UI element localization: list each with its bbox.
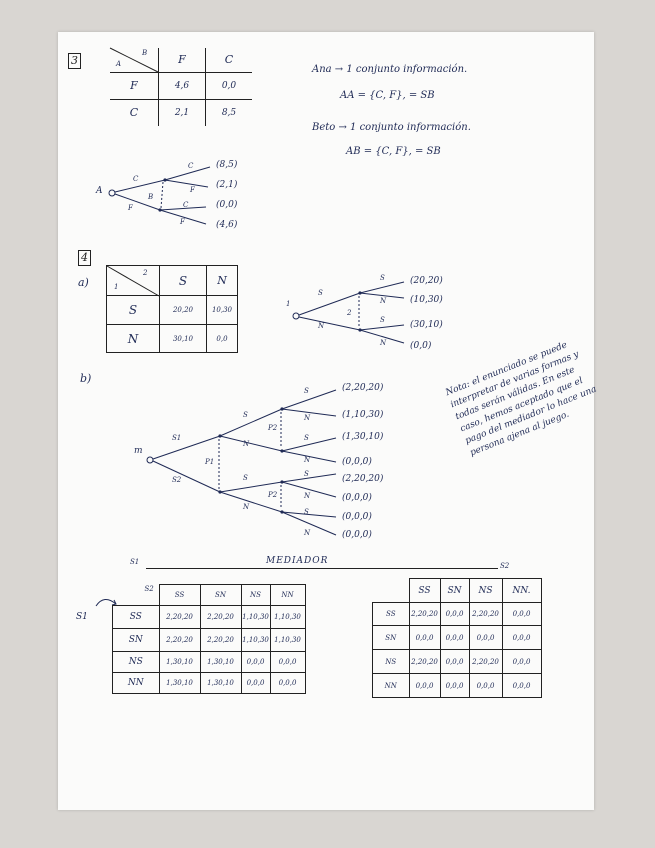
left-cell: 2,20,20 bbox=[200, 606, 241, 629]
left-corner-label: S2 bbox=[144, 584, 154, 593]
left-cell: 2,20,20 bbox=[159, 606, 200, 629]
left-cell: 1,30,10 bbox=[159, 673, 200, 694]
right-col-header: SS bbox=[409, 579, 440, 603]
p4b-branch: S bbox=[304, 387, 309, 395]
left-cell: 1,10,30 bbox=[241, 629, 270, 652]
left-row-label: SN bbox=[113, 629, 160, 652]
right-cell: 0,0,0 bbox=[440, 603, 469, 626]
right-cell: 0,0,0 bbox=[440, 650, 469, 674]
p3-branch: F bbox=[180, 218, 185, 226]
left-row-label: SS bbox=[113, 606, 160, 629]
p4a-tree-root: 1 bbox=[286, 300, 291, 308]
left-cell: 1,10,30 bbox=[270, 606, 305, 629]
right-cell: 0,0,0 bbox=[469, 674, 502, 698]
p4b-branch: N bbox=[243, 440, 250, 448]
right-row-label: SS bbox=[373, 603, 410, 626]
p4b-branch: S bbox=[304, 508, 309, 516]
right-corner bbox=[373, 579, 410, 603]
p3-col-header: F bbox=[159, 48, 206, 72]
problem-4-number: 4 bbox=[78, 250, 91, 266]
p3-cell: 8,5 bbox=[206, 99, 253, 126]
right-cell: 2,20,20 bbox=[409, 650, 440, 674]
mediator-right-label: S2 bbox=[500, 562, 510, 570]
p4a-branch: N bbox=[380, 339, 387, 347]
right-row-label: NN bbox=[373, 674, 410, 698]
right-cell: 0,0,0 bbox=[502, 626, 541, 650]
p4a-cell: 0,0 bbox=[207, 325, 238, 353]
left-col-header: SN bbox=[200, 585, 241, 606]
p4a-col-header: N bbox=[207, 266, 238, 296]
p4b-branch: N bbox=[304, 414, 311, 422]
right-cell: 2,20,20 bbox=[409, 603, 440, 626]
right-col-header: NS bbox=[469, 579, 502, 603]
p3-cell: 4,6 bbox=[159, 72, 206, 99]
p4b-branch: S bbox=[243, 474, 248, 482]
p4b-payoff: (0,0,0) bbox=[342, 457, 372, 467]
left-cell: 1,10,30 bbox=[270, 629, 305, 652]
p4a-payoff: (0,0) bbox=[410, 341, 432, 351]
left-col-header: SS bbox=[159, 585, 200, 606]
left-row-label: NN bbox=[113, 673, 160, 694]
p4b-payoff: (2,20,20) bbox=[342, 383, 384, 393]
right-cell: 2,20,20 bbox=[469, 603, 502, 626]
mediator-left-label: S1 bbox=[130, 558, 140, 566]
p4a-tree-second: 2 bbox=[347, 309, 352, 317]
p4a-branch: S bbox=[380, 316, 385, 324]
p3-payoff: (4,6) bbox=[216, 220, 238, 230]
right-cell: 0,0,0 bbox=[440, 626, 469, 650]
p3-col-header: C bbox=[206, 48, 253, 72]
p4b-branch: N bbox=[243, 503, 250, 511]
left-cell: 2,20,20 bbox=[159, 629, 200, 652]
part-a-label: a) bbox=[78, 276, 89, 289]
left-cell: 0,0,0 bbox=[241, 673, 270, 694]
right-cell: 0,0,0 bbox=[409, 626, 440, 650]
p4b-player-label: P1 bbox=[205, 458, 215, 466]
right-col-header: NN. bbox=[502, 579, 541, 603]
left-cell: 0,0,0 bbox=[270, 652, 305, 673]
p3-branch: C bbox=[188, 162, 194, 170]
part-b-label: b) bbox=[80, 372, 92, 385]
right-cell: 0,0,0 bbox=[409, 674, 440, 698]
left-cell: 0,0,0 bbox=[241, 652, 270, 673]
right-cell: 0,0,0 bbox=[502, 674, 541, 698]
p4b-branch: N bbox=[304, 529, 311, 537]
p3-row-label: F bbox=[110, 72, 159, 99]
p3-payoff: (8,5) bbox=[216, 160, 238, 170]
p4b-payoff: (0,0,0) bbox=[342, 512, 372, 522]
left-cell: 0,0,0 bbox=[270, 673, 305, 694]
p4a-payoff: (10,30) bbox=[410, 295, 443, 305]
p4a-corner-col: 2 bbox=[143, 269, 148, 277]
p4b-payoff: (1,30,10) bbox=[342, 432, 384, 442]
p4b-payoff: (2,20,20) bbox=[342, 474, 384, 484]
p4a-branch: N bbox=[380, 297, 387, 305]
p4a-col-header: S bbox=[160, 266, 207, 296]
p4b-payoff: (0,0,0) bbox=[342, 530, 372, 540]
p4a-payoff: (30,10) bbox=[410, 320, 443, 330]
p4b-branch: N bbox=[304, 456, 311, 464]
p4b-payoff: (1,10,30) bbox=[342, 410, 384, 420]
problem-3-number: 3 bbox=[68, 53, 81, 69]
s1-side-label: S1 bbox=[76, 612, 88, 622]
left-cell: 2,20,20 bbox=[200, 629, 241, 652]
p3-row-label: C bbox=[110, 99, 159, 126]
p4b-table-right bbox=[372, 578, 542, 698]
p4a-cell: 10,30 bbox=[207, 296, 238, 325]
right-cell: 2,20,20 bbox=[469, 650, 502, 674]
right-row-label: SN bbox=[373, 626, 410, 650]
left-cell: 1,30,10 bbox=[200, 652, 241, 673]
p4a-row-label: S bbox=[107, 296, 160, 325]
p3-tree-second: B bbox=[148, 193, 154, 201]
p4a-cell: 20,20 bbox=[160, 296, 207, 325]
right-row-label: NS bbox=[373, 650, 410, 674]
left-cell: 1,30,10 bbox=[159, 652, 200, 673]
p3-branch: C bbox=[183, 201, 189, 209]
ana-info-line: Ana → 1 conjunto información. bbox=[312, 64, 468, 75]
p4b-branch: S bbox=[304, 434, 309, 442]
p3-cell: 2,1 bbox=[159, 99, 206, 126]
note-text: Nota: el enunciado se puede interpretar de varias formas y todas serán válidas. En este caso, hemos aceptado que el pago del mediador lo hace una persona ajena al juego. bbox=[444, 340, 599, 459]
p4a-payoff: (20,20) bbox=[410, 276, 443, 286]
left-corner bbox=[113, 585, 160, 606]
p3-corner-col: B bbox=[142, 49, 148, 57]
left-cell: 1,10,30 bbox=[241, 606, 270, 629]
p4a-branch: N bbox=[318, 322, 325, 330]
right-cell: 0,0,0 bbox=[469, 626, 502, 650]
left-col-header: NN bbox=[270, 585, 305, 606]
ana-info-set: AA = {C, F}, = SB bbox=[340, 90, 435, 101]
p3-branch: C bbox=[133, 175, 139, 183]
beto-info-line: Beto → 1 conjunto información. bbox=[312, 122, 471, 133]
p4a-cell: 30,10 bbox=[160, 325, 207, 353]
p3-branch: F bbox=[190, 186, 195, 194]
p4b-branch: S bbox=[304, 470, 309, 478]
right-cell: 0,0,0 bbox=[502, 650, 541, 674]
beto-info-set: AB = {C, F}, = SB bbox=[346, 146, 441, 157]
p4b-branch: S bbox=[243, 411, 248, 419]
left-cell: 1,30,10 bbox=[200, 673, 241, 694]
left-col-header: NS bbox=[241, 585, 270, 606]
p4b-player-label: P2 bbox=[268, 424, 278, 432]
p4b-root-branch: S1 bbox=[172, 434, 182, 442]
p4b-root-branch: S2 bbox=[172, 476, 182, 484]
right-col-header: SN bbox=[440, 579, 469, 603]
p3-tree-root: A bbox=[96, 186, 103, 196]
left-row-label: NS bbox=[113, 652, 160, 673]
p3-corner-row: A bbox=[116, 60, 122, 68]
right-cell: 0,0,0 bbox=[440, 674, 469, 698]
p3-payoff: (2,1) bbox=[216, 180, 238, 190]
p4b-player-label: P2 bbox=[268, 491, 278, 499]
p3-payoff: (0,0) bbox=[216, 200, 238, 210]
right-cell: 0,0,0 bbox=[502, 603, 541, 626]
mediator-title: MEDIADOR bbox=[266, 556, 329, 566]
p3-branch: F bbox=[128, 204, 133, 212]
p4b-tree-root: m bbox=[134, 446, 143, 456]
p4a-branch: S bbox=[380, 274, 385, 282]
p4a-row-label: N bbox=[107, 325, 160, 353]
p4b-branch: N bbox=[304, 492, 311, 500]
p4b-payoff: (0,0,0) bbox=[342, 493, 372, 503]
p4a-branch: S bbox=[318, 289, 323, 297]
p4a-corner-row: 1 bbox=[114, 283, 119, 291]
p3-cell: 0,0 bbox=[206, 72, 253, 99]
p4b-table-left bbox=[112, 584, 306, 694]
